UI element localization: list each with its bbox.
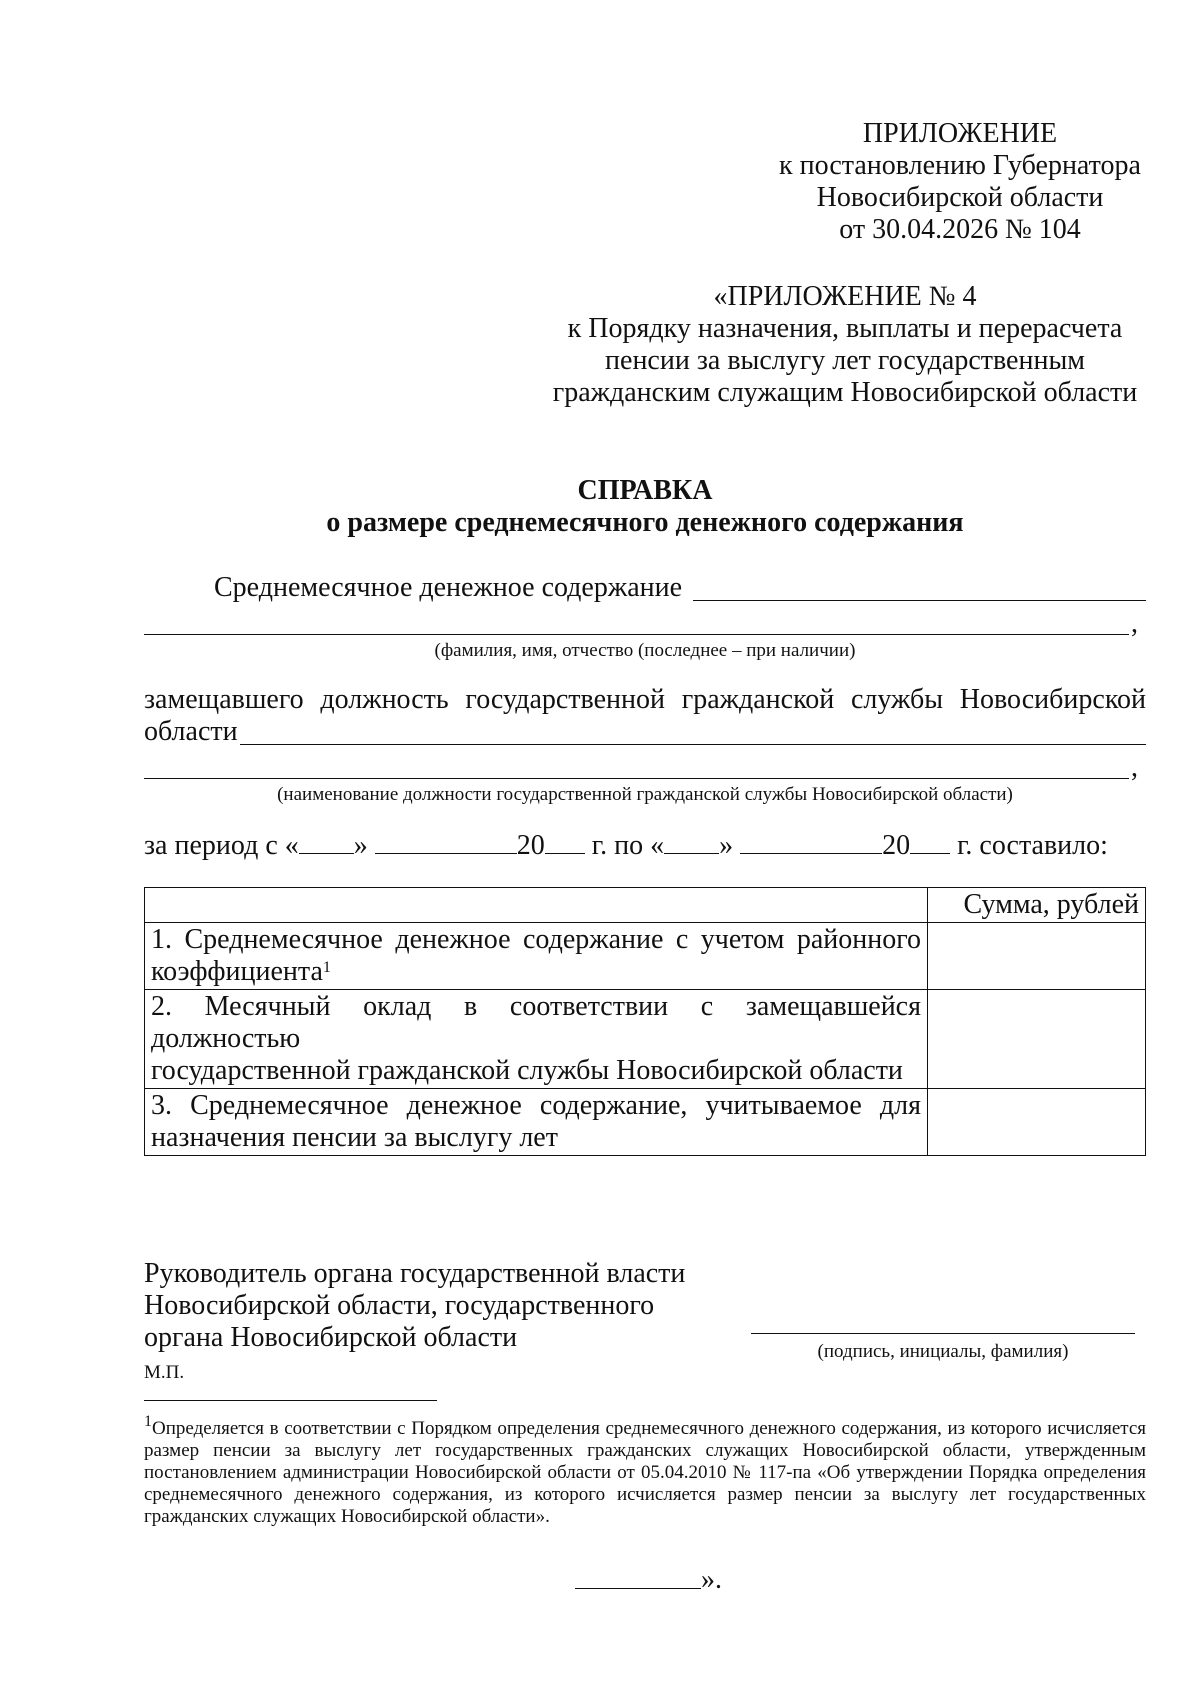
row-label-line: назначения пенсии за выслугу лет [151, 1122, 558, 1153]
period-line [144, 830, 1108, 862]
table-row [145, 1089, 1146, 1156]
table-header-sum: Сумма, рублей [928, 888, 1146, 923]
table-row [145, 923, 1146, 990]
table-row-value[interactable] [928, 990, 1146, 1089]
sub-annex-line: к Порядку назначения, выплаты и перерасчета [567, 313, 1123, 344]
signatory-line: Руководитель органа государственной власти [144, 1258, 686, 1289]
table-row-label [145, 923, 928, 990]
footnote-separator [144, 1400, 437, 1401]
period-year-prefix: 20 [516, 830, 545, 861]
row-label-line: государственной гражданской службы Новосибирской области [151, 1055, 903, 1086]
position-fill-line-2[interactable] [144, 778, 1129, 779]
period-end: г. составило: [957, 830, 1108, 861]
table-row-label [145, 990, 928, 1089]
row-label-line: коэффициента$^1$ [151, 956, 331, 987]
table-header-row [145, 888, 1146, 923]
signatory-line: органа Новосибирской области [144, 1322, 518, 1353]
salary-table [144, 887, 1146, 1156]
row-label-line: 3. Среднемесячное денежное содержание, учитываемое для [151, 1090, 921, 1121]
period-year-prefix-2: 20 [882, 830, 911, 861]
table-row-label [145, 1089, 928, 1156]
closing-mark: ». [701, 1564, 722, 1595]
sub-annex-title: «ПРИЛОЖЕНИЕ № 4 [713, 281, 977, 312]
period-mid: г. по « [591, 830, 665, 861]
position-caption: (наименование должности государственной гражданской службы Новосибирской области) [277, 784, 1013, 805]
period-month-from[interactable] [375, 831, 517, 854]
position-comma: , [1131, 752, 1138, 783]
name-caption: (фамилия, имя, отчество (последнее – при наличии) [434, 640, 856, 661]
position-fill-line[interactable] [240, 744, 1146, 745]
period-day-to[interactable] [664, 831, 719, 854]
period-day-from[interactable] [299, 831, 354, 854]
annex-date-number: от 30.04.2026 № 104 [839, 214, 1081, 245]
footnote-text: Определяется в соответствии с Порядком определения среднемесячного денежного содержания, из которого исчисляется размер пенсии за выслугу лет государственных гражданских служащих Новосибирской области, утвержденным постановлением администрации Новосибирской области от 05.04.2010 № 117-па «Об утверждении Порядка определения среднемесячного денежного содержания, из которого исчисляется размер пенсии за выслугу лет государственных гражданских служащих Новосибирской области». [144, 1418, 1146, 1527]
sub-annex-line: пенсии за выслугу лет государственным [605, 345, 1085, 376]
footnote [144, 1413, 1146, 1528]
period-quote-2: » [719, 830, 734, 861]
period-year-to[interactable] [910, 831, 950, 854]
annex-region-line: Новосибирской области [816, 182, 1104, 213]
footnote-ref[interactable]: 1 [322, 959, 331, 976]
position-text-2: области [144, 716, 238, 747]
position-text: замещавшего должность государственной гражданской службы Новосибирской [144, 684, 1146, 715]
name-fill-line[interactable] [693, 600, 1146, 601]
table-row [145, 990, 1146, 1089]
stamp-label: М.П. [144, 1362, 185, 1383]
annex-ref-line: к постановлению Губернатора [779, 150, 1141, 181]
period-year-from[interactable] [545, 831, 585, 854]
name-comma: , [1131, 608, 1138, 639]
row-label-line: 1. Среднемесячное денежное содержание с учетом районного [151, 924, 921, 955]
row-label-line: 2. Месячный оклад в соответствии с замещавшейся должностью [151, 991, 921, 1054]
name-fill-line-2[interactable] [144, 634, 1129, 635]
annex-title: ПРИЛОЖЕНИЕ [862, 118, 1058, 149]
footnote-mark: 1 [144, 1413, 152, 1430]
closing-fill-line[interactable] [575, 1588, 701, 1589]
period-month-to[interactable] [740, 831, 882, 854]
intro-text: Среднемесячное денежное содержание [214, 572, 683, 603]
signatory-line: Новосибирской области, государственного [144, 1290, 655, 1321]
document-title: СПРАВКА [577, 475, 713, 506]
signature-caption: (подпись, инициалы, фамилия) [817, 1341, 1069, 1362]
period-start: за период с « [144, 830, 299, 861]
table-row-value[interactable] [928, 1089, 1146, 1156]
document-subtitle: о размере среднемесячного денежного содержания [326, 507, 964, 538]
table-row-value[interactable] [928, 923, 1146, 990]
period-quote: » [353, 830, 368, 861]
table-header-empty [145, 888, 928, 923]
signature-fill-line[interactable] [751, 1333, 1135, 1334]
sub-annex-line: гражданским служащим Новосибирской области [552, 377, 1138, 408]
